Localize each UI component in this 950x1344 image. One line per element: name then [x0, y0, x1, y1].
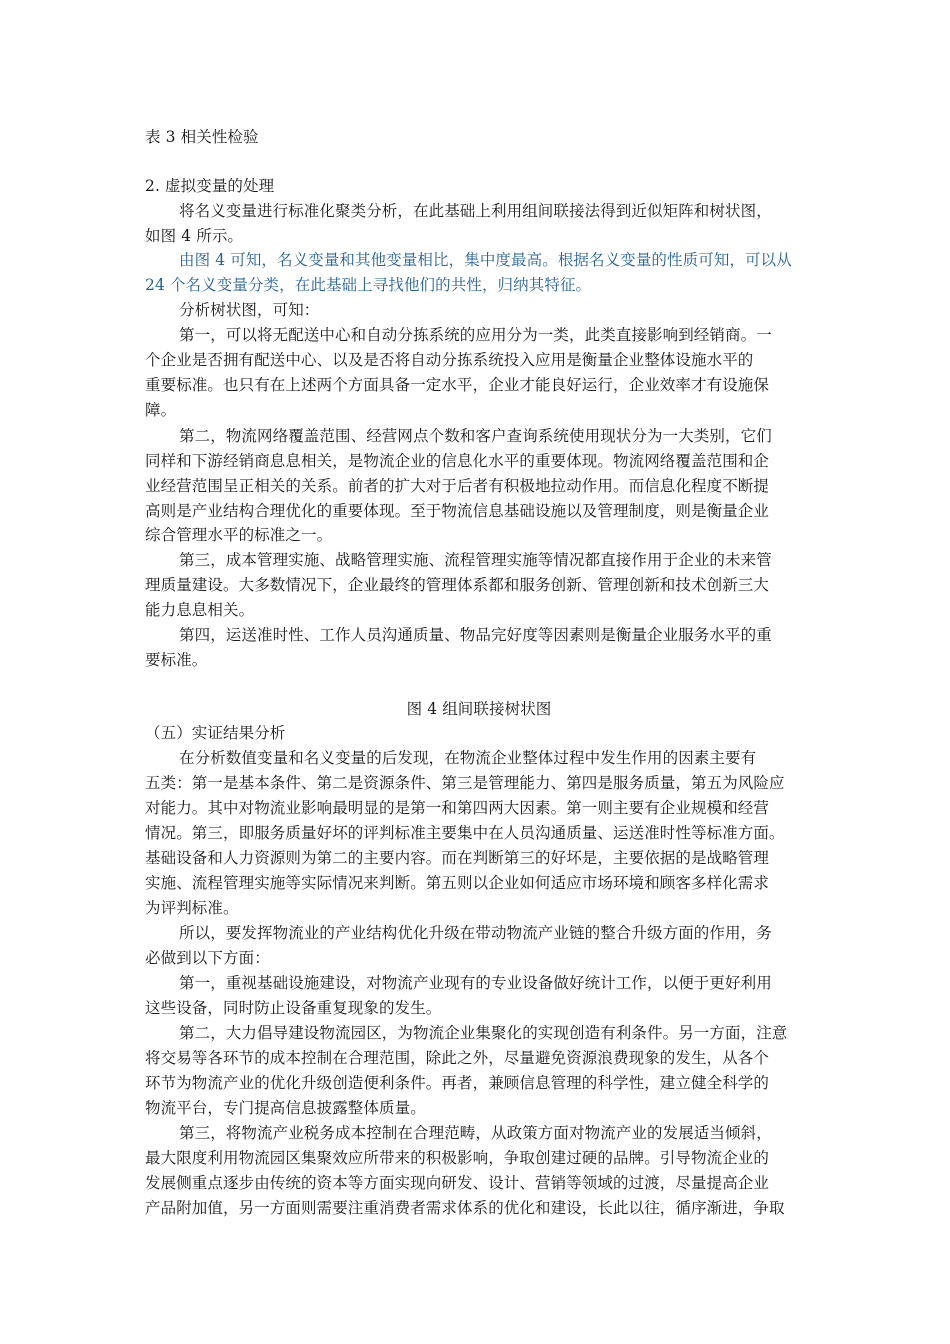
section-2-title: 2. 虚拟变量的处理: [145, 177, 275, 195]
paragraph-8-line: 五类：第一是基本条件、第二是资源条件、第三是管理能力、第四是服务质量，第五为风险应: [145, 774, 785, 792]
paragraph-1-line: 如图 4 所示。: [145, 227, 244, 245]
paragraph-2-line: 24 个名义变量分类，在此基础上寻找他们的共性，归纳其特征。: [145, 276, 592, 294]
paragraph-5-line: 高则是产业结构合理优化的重要体现。至于物流信息基础设施以及管理制度，则是衡量企业: [145, 502, 770, 520]
paragraph-1-line: 将名义变量进行标准化聚类分析，在此基础上利用组间联接法得到近似矩阵和树状图，: [179, 202, 772, 220]
paragraph-11-line: 环节为物流产业的优化升级创造便利条件。再者，兼顾信息管理的科学性，建立健全科学的: [145, 1074, 770, 1092]
paragraph-5-line: 综合管理水平的标准之一。: [145, 526, 333, 544]
table-caption: 表 3 相关性检验: [145, 128, 259, 146]
paragraph-5-line: 第二，物流网络覆盖范围、经营网点个数和客户查询系统使用现状分为一大类别，它们: [179, 427, 772, 445]
paragraph-8-line: 在分析数值变量和名义变量的后发现，在物流企业整体过程中发生作用的因素主要有: [179, 749, 757, 767]
paragraph-6-line: 第三，成本管理实施、战略管理实施、流程管理实施等情况都直接作用于企业的未来管: [179, 551, 772, 569]
paragraph-4-line: 障。: [145, 401, 177, 419]
paragraph-9-line: 所以，要发挥物流业的产业结构优化升级在带动物流产业链的整合升级方面的作用，务: [179, 924, 772, 942]
paragraph-7-line: 要标准。: [145, 651, 208, 669]
paragraph-10-line: 这些设备，同时防止设备重复现象的发生。: [145, 999, 442, 1017]
paragraph-5-line: 同样和下游经销商息息相关，是物流企业的信息化水平的重要体现。物流网络覆盖范围和企: [145, 452, 770, 470]
paragraph-11-line: 将交易等各环节的成本控制在合理范围，除此之外，尽量避免资源浪费现象的发生，从各个: [145, 1049, 770, 1067]
paragraph-12-line: 第三，将物流产业税务成本控制在合理范畴，从政策方面对物流产业的发展适当倾斜，: [179, 1124, 772, 1142]
paragraph-2-line: 由图 4 可知，名义变量和其他变量相比，集中度最高。根据名义变量的性质可知，可以从: [179, 251, 792, 269]
paragraph-12-line: 发展侧重点逐步由传统的资本等方面实现向研发、设计、营销等领域的过渡，尽量提高企业: [145, 1174, 770, 1192]
paragraph-12-line: 产品附加值，另一方面则需要注重消费者需求体系的优化和建设，长此以往，循序渐进，争取: [145, 1199, 785, 1217]
paragraph-4-line: 个企业是否拥有配送中心、以及是否将自动分拣系统投入应用是衡量企业整体设施水平的: [145, 351, 754, 369]
figure-caption: 图 4 组间联接树状图: [406, 700, 552, 718]
paragraph-5-line: 业经营范围呈正相关的关系。前者的扩大对于后者有积极地拉动作用。而信息化程度不断提: [145, 477, 770, 495]
paragraph-6-line: 理质量建设。大多数情况下，企业最终的管理体系都和服务创新、管理创新和技术创新三大: [145, 576, 770, 594]
paragraph-4-line: 重要标准。也只有在上述两个方面具备一定水平，企业才能良好运行，企业效率才有设施保: [145, 376, 770, 394]
section-5-title: （五）实证结果分析: [145, 724, 286, 742]
paragraph-11-line: 第二，大力倡导建设物流园区，为物流企业集聚化的实现创造有利条件。另一方面，注意: [179, 1024, 788, 1042]
paragraph-3-line: 分析树状图，可知：: [179, 301, 320, 319]
paragraph-8-line: 对能力。其中对物流业影响最明显的是第一和第四两大因素。第一则主要有企业规模和经营: [145, 799, 770, 817]
paragraph-8-line: 实施、流程管理实施等实际情况来判断。第五则以企业如何适应市场环境和顾客多样化需求: [145, 874, 770, 892]
paragraph-12-line: 最大限度利用物流园区集聚效应所带来的积极影响，争取创建过硬的品牌。引导物流企业的: [145, 1149, 770, 1167]
paragraph-9-line: 必做到以下方面：: [145, 949, 270, 967]
paragraph-4-line: 第一，可以将无配送中心和自动分拣系统的应用分为一类，此类直接影响到经销商。一: [179, 326, 772, 344]
paragraph-8-line: 基础设备和人力资源则为第二的主要内容。而在判断第三的好坏是，主要依据的是战略管理: [145, 849, 770, 867]
paragraph-6-line: 能力息息相关。: [145, 601, 255, 619]
paragraph-11-line: 物流平台，专门提高信息披露整体质量。: [145, 1099, 426, 1117]
paragraph-7-line: 第四，运送准时性、工作人员沟通质量、物品完好度等因素则是衡量企业服务水平的重: [179, 626, 772, 644]
paragraph-8-line: 为评判标准。: [145, 899, 239, 917]
paragraph-8-line: 情况。第三，即服务质量好坏的评判标准主要集中在人员沟通质量、运送准时性等标准方面。: [145, 824, 785, 842]
paragraph-10-line: 第一，重视基础设施建设，对物流产业现有的专业设备做好统计工作，以便于更好利用: [179, 974, 772, 992]
